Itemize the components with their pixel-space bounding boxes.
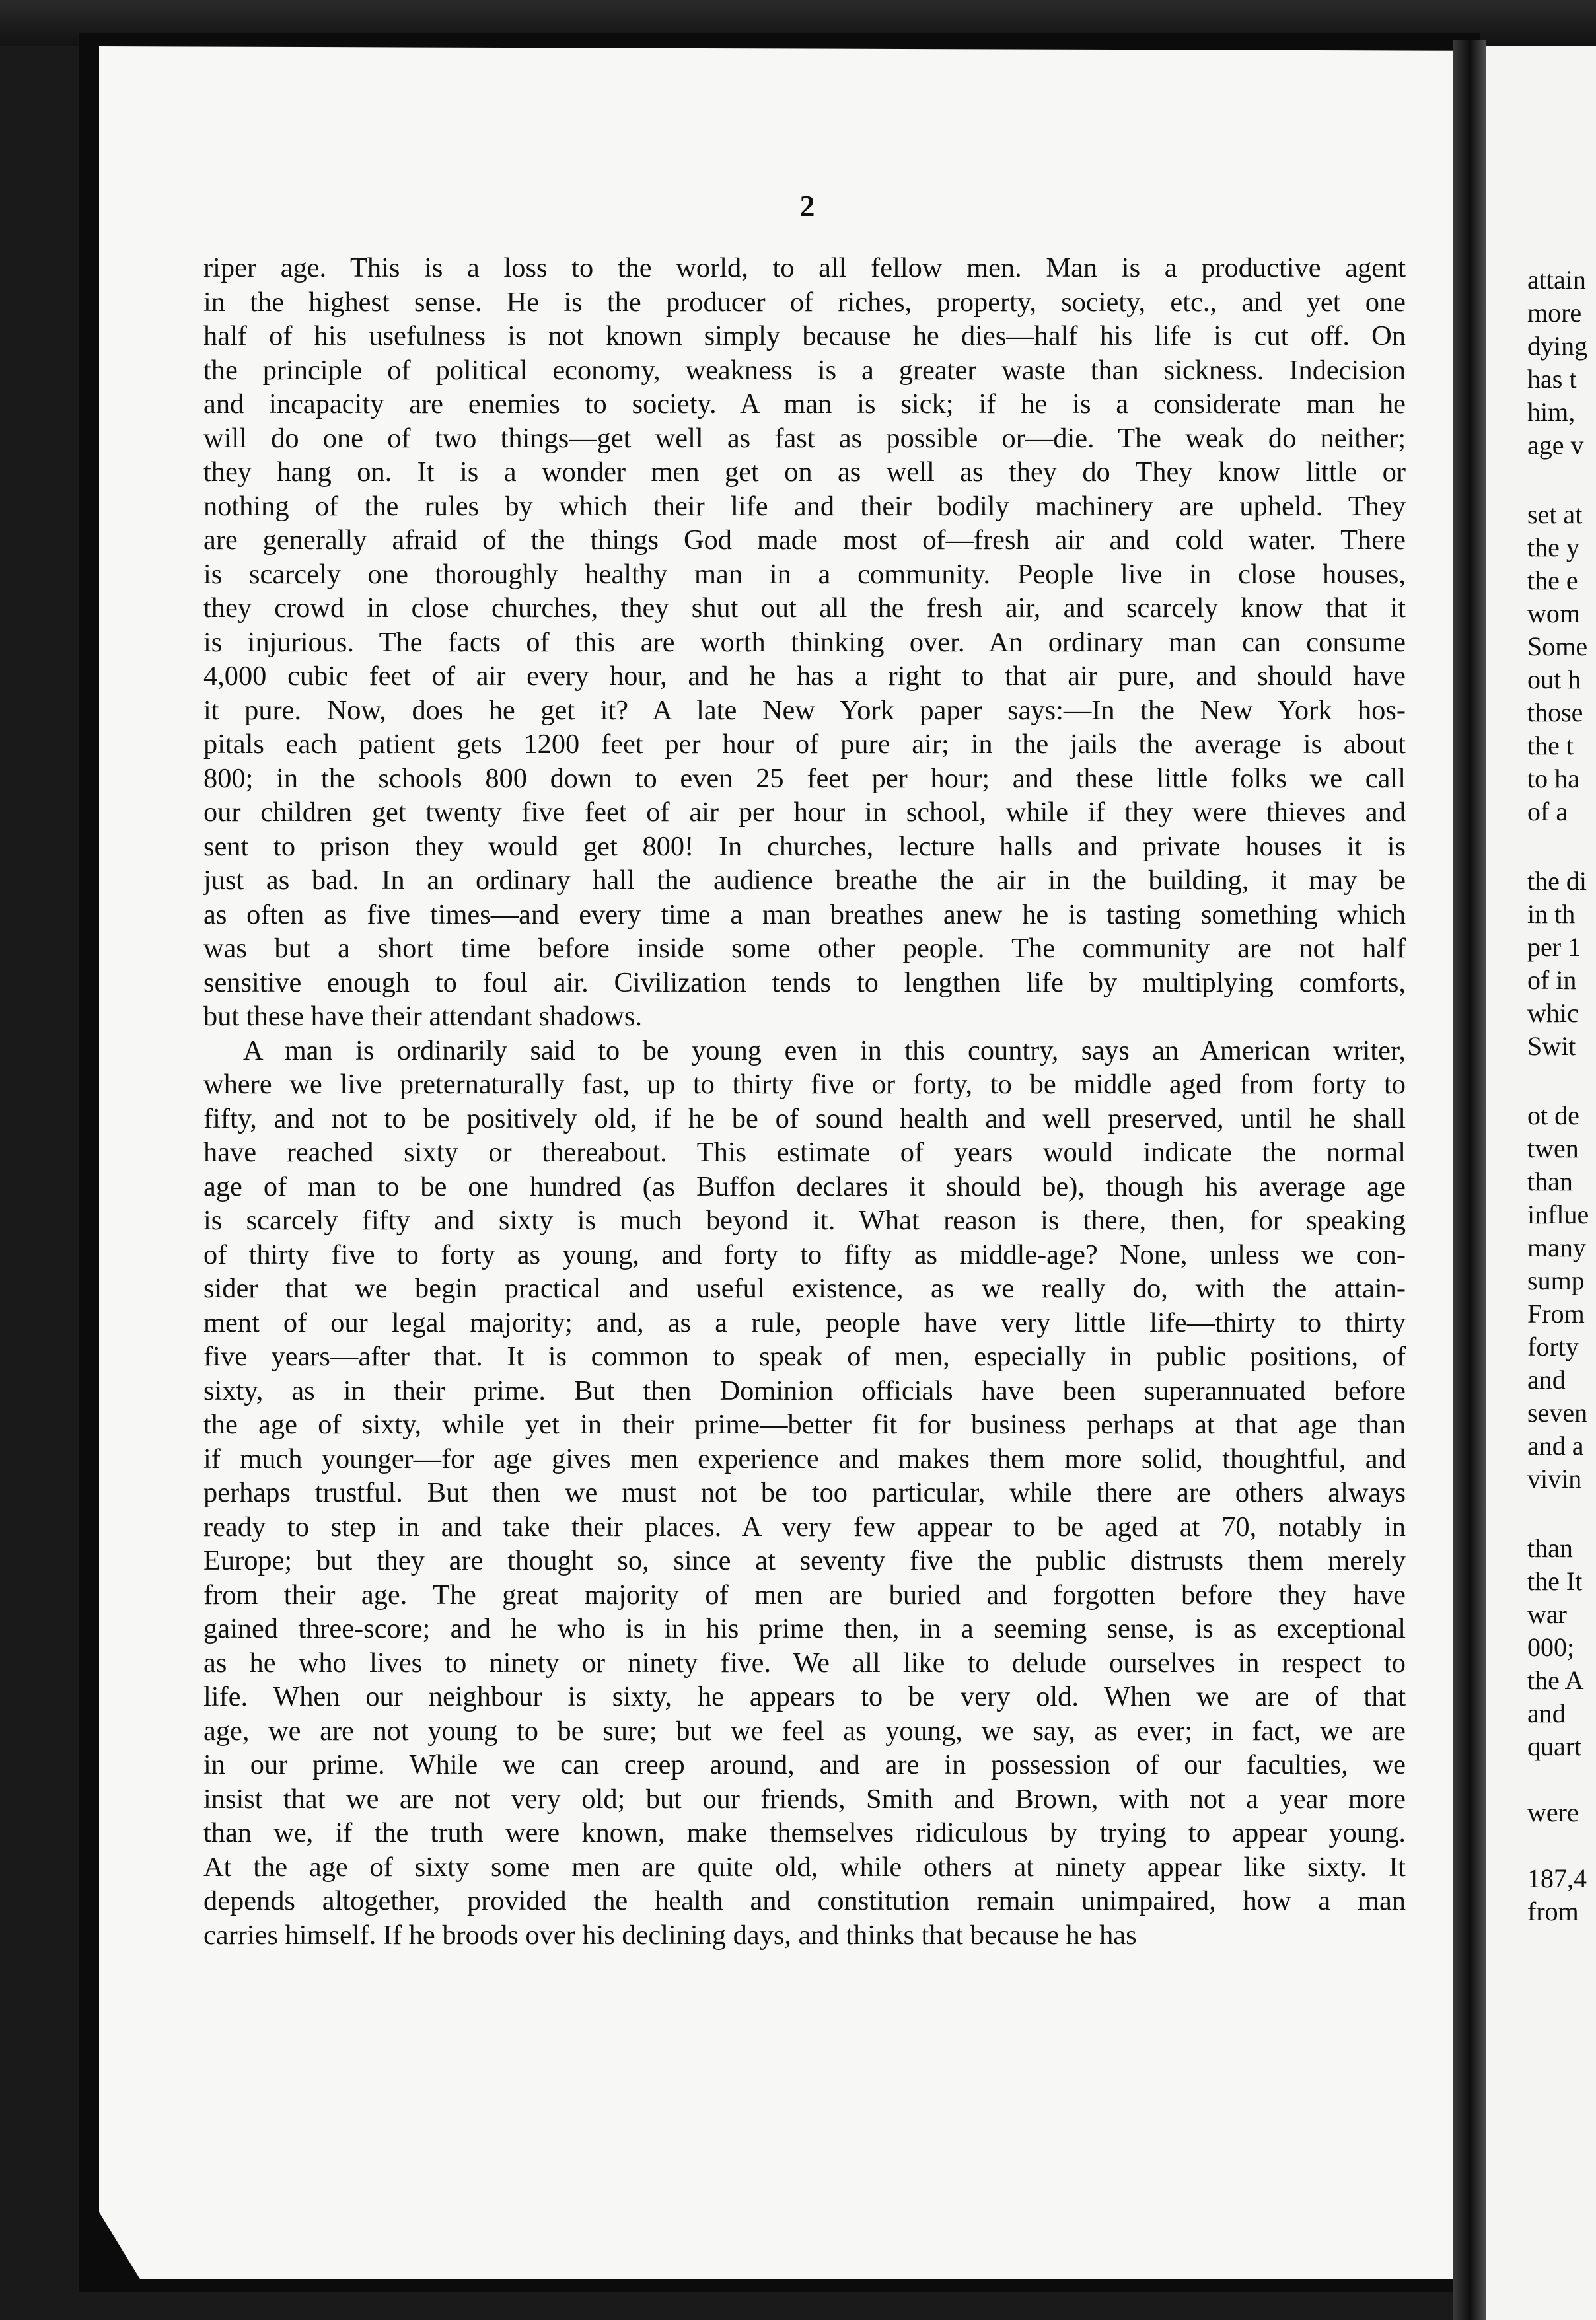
right-page-fragment: from xyxy=(1527,1897,1579,1926)
right-page-fragment: the A xyxy=(1527,1665,1584,1695)
text-line: insist that we are not very old; but our friends, Smith and Brown, with not a year more xyxy=(203,1783,1406,1815)
right-page-fragment: the t xyxy=(1527,731,1574,760)
text-line: was but a short time before inside some other people. The community are not half xyxy=(203,933,1406,964)
right-page-fragment: quart xyxy=(1527,1731,1582,1761)
text-line: perhaps trustful. But then we must not be too particular, while there are others always xyxy=(203,1477,1406,1508)
text-line: sent to prison they would get 800! In churches, lecture halls and private houses it is xyxy=(203,830,1406,862)
right-page-fragment: 000; xyxy=(1527,1632,1575,1662)
right-page-fragment: dying xyxy=(1527,331,1588,361)
right-page-fragment: From xyxy=(1527,1299,1585,1328)
text-line: sider that we begin practical and useful existence, as we really do, with the attain- xyxy=(203,1273,1406,1304)
book-gutter xyxy=(1453,40,1486,2320)
right-page-fragment: the y xyxy=(1527,532,1579,562)
right-page-fragment: many xyxy=(1527,1233,1586,1262)
text-line: have reached sixty or thereabout. This estimate of years would indicate the normal xyxy=(203,1137,1406,1168)
right-page-fragment: age v xyxy=(1527,430,1584,460)
text-line: riper age. This is a loss to the world, to all fellow men. Man is a productive agent xyxy=(203,252,1406,283)
right-page-fragment: twen xyxy=(1527,1134,1579,1163)
text-line: A man is ordinarily said to be young even in this country, says an American writer, xyxy=(243,1034,1406,1066)
text-line: just as bad. In an ordinary hall the audience breathe the air in the building, it may be xyxy=(203,865,1406,896)
text-line: age, we are not young to be sure; but we feel as young, we say, as ever; in fact, we are xyxy=(203,1715,1406,1747)
right-page-fragment: and a xyxy=(1527,1431,1584,1461)
text-line: nothing of the rules by which their life and their bodily machinery are upheld. They xyxy=(203,490,1406,522)
text-line: in the highest sense. He is the producer of riches, property, society, etc., and yet one xyxy=(203,286,1406,318)
text-line: in our prime. While we can creep around, and are in possession of our faculties, we xyxy=(203,1749,1406,1780)
text-line: At the age of sixty some men are quite old, while others at ninety appear like sixty. It xyxy=(203,1851,1406,1883)
right-page-fragment: in th xyxy=(1527,899,1576,929)
text-line: but these have their attendant shadows. xyxy=(203,1001,642,1032)
paragraph xyxy=(203,251,1406,1034)
text-line: life. When our neighbour is sixty, he appears to be very old. When we are of that xyxy=(203,1681,1406,1712)
right-page-fragment: set at xyxy=(1527,499,1583,529)
text-line: is injurious. The facts of this are worth thinking over. An ordinary man can consume xyxy=(203,626,1406,658)
right-page-fragment: of in xyxy=(1527,965,1577,995)
text-line: they crowd in close churches, they shut out all the fresh air, and scarcely know that it xyxy=(203,593,1406,624)
text-line: Europe; but they are thought so, since at seventy five the public distrusts them merely xyxy=(203,1545,1406,1576)
text-line: sensitive enough to foul air. Civilization tends to lengthen life by multiplying comforts, xyxy=(203,966,1406,998)
text-line: the age of sixty, while yet in their prime—better fit for business perhaps at that age than xyxy=(203,1409,1406,1440)
paragraph xyxy=(203,1034,1406,1953)
right-page-fragment: the di xyxy=(1527,866,1587,896)
right-page-fragment: those xyxy=(1527,698,1583,727)
text-line: ment of our legal majority; and, as a rule, people have very little life—thirty to thirty xyxy=(203,1307,1406,1338)
text-line: is scarcely one thoroughly healthy man in a community. People live in close houses, xyxy=(203,558,1406,590)
right-page-fragment: Swit xyxy=(1527,1031,1576,1061)
right-page-fragment: Some xyxy=(1527,632,1588,661)
text-line: age of man to be one hundred (as Buffon declares it should be), though his average age xyxy=(203,1171,1406,1202)
right-page-fragment: whic xyxy=(1527,998,1579,1028)
right-page-fragment: influe xyxy=(1527,1200,1589,1229)
right-page-fragment: wom xyxy=(1527,598,1580,628)
right-page-fragment: the e xyxy=(1527,565,1578,595)
right-page-fragment: vivin xyxy=(1527,1464,1582,1494)
right-page-fragment: sump xyxy=(1527,1266,1585,1295)
text-line: 800; in the schools 800 down to even 25 feet per hour; and these little folks we call xyxy=(203,762,1406,794)
text-line: ready to step in and take their places. A very few appear to be aged at 70, notably in xyxy=(203,1511,1406,1542)
right-page-fragment: war xyxy=(1527,1599,1567,1629)
right-page-fragment: per 1 xyxy=(1527,932,1581,962)
body-text xyxy=(203,251,1406,1952)
right-page-fragment: of a xyxy=(1527,797,1568,826)
text-line: our children get twenty five feet of air per hour in school, while if they were thieves and xyxy=(203,797,1406,828)
text-line: of thirty five to forty as young, and forty to fifty as middle-age? None, unless we con- xyxy=(203,1239,1406,1270)
text-line: fifty, and not to be positively old, if he be of sound health and well preserved, until he shall xyxy=(203,1103,1406,1134)
text-line: as often as five times—and every time a man breathes anew he is tasting something which xyxy=(203,898,1406,930)
right-page-fragment: more xyxy=(1527,298,1582,328)
text-line: pitals each patient gets 1200 feet per hour of pure air; in the jails the average is about xyxy=(203,729,1406,760)
text-line: are generally afraid of the things God made most of—fresh air and cold water. There xyxy=(203,525,1406,556)
text-line: depends altogether, provided the health and constitution remain unimpaired, how a man xyxy=(203,1885,1406,1916)
right-page-fragment: the It xyxy=(1527,1566,1583,1596)
right-page-fragment: were xyxy=(1527,1797,1579,1827)
text-line: where we live preternaturally fast, up to thirty five or forty, to be middle aged from forty to xyxy=(203,1069,1406,1100)
text-line: will do one of two things—get well as fast as possible or—die. The weak do neither; xyxy=(203,422,1406,454)
text-line: and incapacity are enemies to society. A man is sick; if he is a considerate man he xyxy=(203,388,1406,419)
right-page-fragment: to ha xyxy=(1527,764,1579,793)
right-page-fragment: than xyxy=(1527,1533,1573,1563)
text-line: five years—after that. It is common to speak of men, especially in public positions, of xyxy=(203,1341,1406,1372)
text-line: if much younger—for age gives men experience and makes them more solid, thoughtful, and xyxy=(203,1443,1406,1474)
text-line: 4,000 cubic feet of air every hour, and he has a right to that air pure, and should have xyxy=(203,661,1406,692)
right-page-fragment: and xyxy=(1527,1365,1566,1395)
right-page-fragment: out h xyxy=(1527,665,1581,694)
text-line: than we, if the truth were known, make themselves ridiculous by trying to appear young. xyxy=(203,1817,1406,1848)
right-page-fragment: forty xyxy=(1527,1332,1579,1361)
right-page-fragment: 187,4 xyxy=(1527,1864,1587,1893)
right-page-fragment: him, xyxy=(1527,397,1576,427)
text-line: sixty, as in their prime. But then Dominion officials have been superannuated before xyxy=(203,1375,1406,1406)
text-line: carries himself. If he broods over his declining days, and thinks that because he has xyxy=(203,1919,1137,1951)
text-line: as he who lives to ninety or ninety five. We all like to delude ourselves in respect to xyxy=(203,1647,1406,1679)
text-line: they hang on. It is a wonder men get on as well as they do They know little or xyxy=(203,456,1406,488)
right-page-fragment: and xyxy=(1527,1698,1566,1728)
text-line: half of his usefulness is not known simply because he dies—half his life is cut off. On xyxy=(203,320,1406,351)
page-number: 2 xyxy=(799,189,815,223)
right-page-fragment: attain xyxy=(1527,265,1586,295)
right-page-fragment: than xyxy=(1527,1167,1573,1196)
text-line: from their age. The great majority of men are buried and forgotten before they have xyxy=(203,1579,1406,1611)
text-line: the principle of political economy, weakness is a greater waste than sickness. Indecision xyxy=(203,354,1406,386)
text-line: gained three-score; and he who is in his prime then, in a seeming sense, is as exceptional xyxy=(203,1613,1406,1644)
text-line: it pure. Now, does he get it? A late New York paper says:—In the New York hos- xyxy=(203,694,1406,726)
right-page-fragment: ot de xyxy=(1527,1101,1579,1130)
text-line: is scarcely fifty and sixty is much beyond it. What reason is there, then, for speaking xyxy=(203,1205,1406,1236)
right-page-fragment: has t xyxy=(1527,364,1577,394)
right-page-fragment: seven xyxy=(1527,1398,1588,1428)
